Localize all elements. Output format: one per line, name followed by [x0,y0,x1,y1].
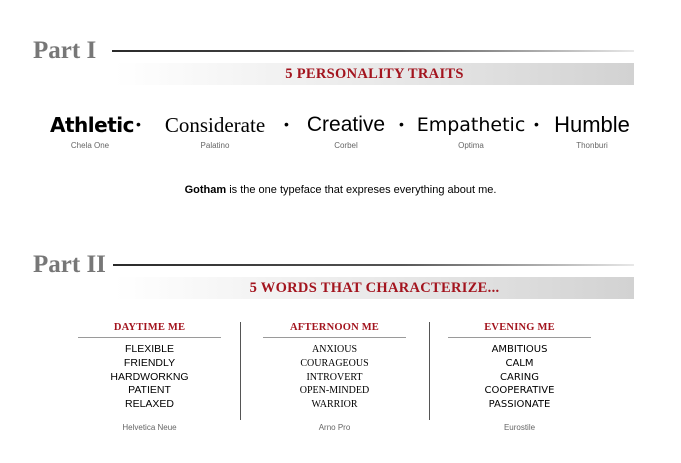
column-rule [78,337,221,338]
column-words [78,343,221,412]
trait-word: Athletic [50,113,134,137]
word-item: AMBITIOUS [491,344,548,355]
trait-separator: • [399,116,404,132]
part-1-banner [115,63,634,85]
word-item: COOPERATIVE [484,385,555,397]
trait-word: Creative [306,113,386,136]
trait-font-name: Corbel [334,141,358,150]
part-2-rule [113,264,634,266]
statement-typeface: Gotham [184,184,227,196]
trait-word: Considerate [164,113,266,137]
trait-considerate [156,110,274,150]
column-font-name: Helvetica Neue [122,422,177,432]
trait-humble [553,110,631,150]
trait-word: Humble [554,112,630,137]
word-item: FRIENDLY [123,356,176,369]
part-2-title: Part II [33,251,106,278]
trait-empathetic [416,110,526,150]
trait-separator: • [534,116,539,132]
word-item: INTROVERT [306,371,363,383]
column-font-name: Arno Pro [318,422,351,432]
column-font-name: Eurostile [503,422,536,432]
statement-text: is the one typeface that expreses everything about me. [226,184,497,196]
part-1-title: Part I [33,37,97,64]
word-item: CALM [505,357,534,369]
trait-athletic [50,110,134,150]
part-1-banner-text: 5 PERSONALITY TRAITS [285,66,464,82]
column-divider [429,322,430,420]
word-item: WARRIOR [311,399,358,411]
column-heading: DAYTIME ME [113,322,186,333]
column-rule [263,337,406,338]
trait-word: Empathetic [416,114,526,136]
column-words [263,343,406,412]
trait-font-name: Chela One [70,141,110,150]
typeface-statement [0,184,681,196]
word-item: CARING [500,371,539,383]
column-rule [448,337,591,338]
trait-separator: • [136,116,141,132]
part-2-banner-text: 5 WORDS THAT CHARACTERIZE... [249,280,500,296]
column-evening [448,322,591,432]
trait-creative [302,110,390,150]
word-item: PATIENT [128,384,171,397]
column-words [448,343,591,412]
word-item: ANXIOUS [312,344,357,355]
column-daytime [78,322,221,432]
word-item: HARDWORKNG [110,370,189,383]
trait-separator: • [284,116,289,132]
word-item: OPEN-MINDED [299,385,370,397]
trait-font-name: Palatino [200,141,230,150]
trait-font-name: Thonburi [576,141,608,150]
word-item: RELAXED [124,398,175,411]
trait-font-name: Optima [458,141,484,150]
part-1-rule [112,50,634,52]
column-heading: AFTERNOON ME [289,322,380,333]
column-heading: EVENING ME [484,322,555,333]
word-item: PASSIONATE [488,399,551,411]
column-divider [240,322,241,420]
word-item: COURAGEOUS [300,357,369,369]
word-item: FLEXIBLE [124,343,175,355]
part-2-banner [115,277,634,299]
column-afternoon [263,322,406,432]
